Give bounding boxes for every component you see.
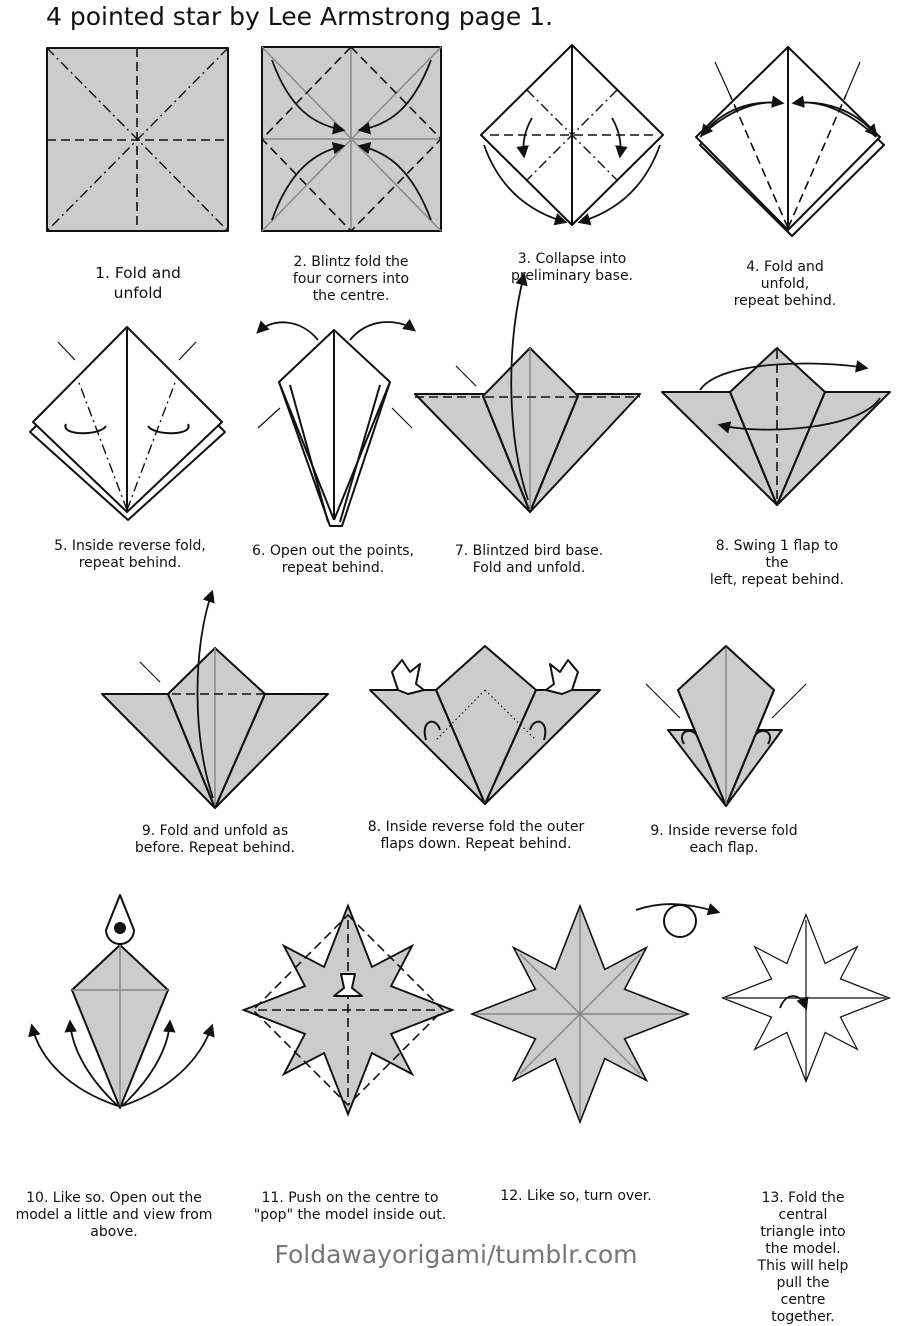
step-11-caption: 9. Inside reverse fold each flap. <box>650 823 798 856</box>
step-12-caption: 10. Like so. Open out the model a little and view from above. <box>15 1190 213 1240</box>
step-7-caption: 7. Blintzed bird base. Fold and unfold. <box>454 543 604 576</box>
step-1-caption: 1. Fold and unfold <box>95 264 181 302</box>
step-13-caption: 11. Push on the centre to "pop" the model inside out. <box>253 1190 447 1223</box>
step-5-caption: 5. Inside reverse fold, repeat behind. <box>54 538 206 571</box>
page-title: 4 pointed star by Lee Armstrong page 1. <box>46 2 554 31</box>
step-11-diagram <box>646 646 806 806</box>
step-10-caption: 8. Inside reverse fold the outer flaps down. Repeat behind. <box>367 819 585 852</box>
step-12-diagram <box>32 895 212 1108</box>
step-3-caption: 3. Collapse into preliminary base. <box>510 251 634 284</box>
step-4-diagram <box>696 47 884 236</box>
step-10-diagram <box>370 646 600 804</box>
step-6-caption: 6. Open out the points, repeat behind. <box>252 543 414 576</box>
step-9-diagram <box>102 592 328 808</box>
step-14-diagram <box>472 906 688 1122</box>
step-4-caption: 4. Fold and unfold, repeat behind. <box>733 259 837 309</box>
step-3-diagram <box>481 45 663 225</box>
step-15-diagram <box>636 904 889 1081</box>
step-8-diagram <box>662 348 890 505</box>
footer-url: Foldawayorigami/tumblr.com <box>274 1240 638 1269</box>
step-7-diagram <box>415 275 640 512</box>
step-8-caption: 8. Swing 1 flap to the left, repeat behind. <box>709 538 845 588</box>
eye-icon <box>106 895 134 944</box>
step-14-caption: 12. Like so, turn over. <box>500 1188 652 1204</box>
step-15-caption: 13. Fold the central triangle into the model. This will help pull the centre together. <box>757 1190 849 1325</box>
step-5-diagram <box>30 327 225 520</box>
step-13-diagram <box>244 906 453 1115</box>
step-6-diagram <box>258 322 414 526</box>
step-2-diagram <box>262 47 441 231</box>
step-1-diagram <box>47 48 228 231</box>
step-2-caption: 2. Blintz fold the four corners into the centre. <box>292 254 410 304</box>
step-9-caption: 9. Fold and unfold as before. Repeat behind. <box>134 823 296 856</box>
